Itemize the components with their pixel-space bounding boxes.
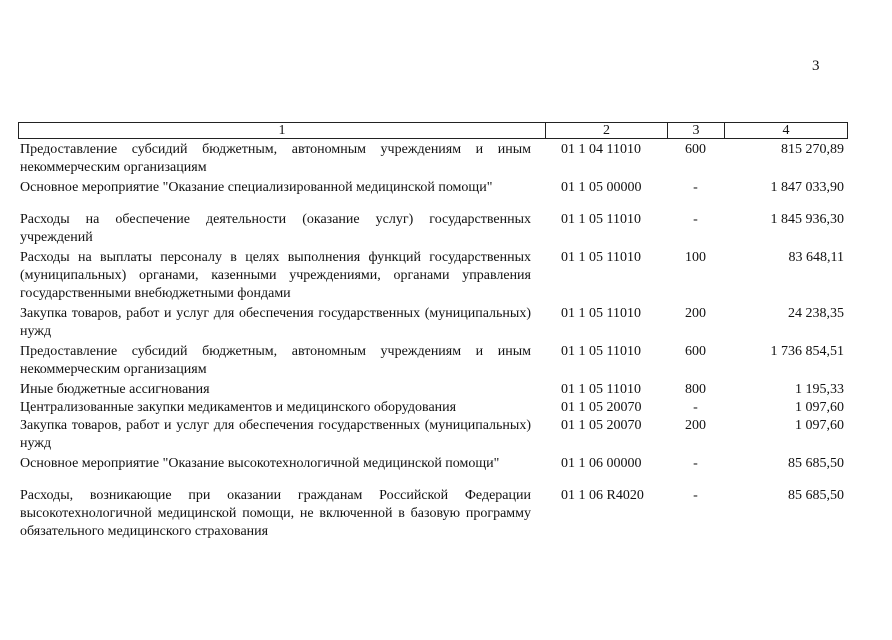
row-sum: 83 648,11 [788,250,844,265]
table-row [18,305,847,343]
row-name: Расходы, возникающие при оказании гражданам Российской Федерации высокотехнологичной медицинской помощи, не включенной в базовую программу обязательного медицинского страхования [20,488,531,539]
row-code: 01 1 05 11010 [561,306,641,321]
row-sum: 1 736 854,51 [770,344,844,359]
table-row [18,211,847,249]
row-sum: 1 195,33 [795,382,844,397]
row-name: Закупка товаров, работ и услуг для обеспечения государственных (муниципальных) нужд [20,306,531,339]
table-row [18,417,847,455]
row-name: Закупка товаров, работ и услуг для обеспечения государственных (муниципальных) нужд [20,418,531,451]
row-code: 01 1 05 00000 [561,180,642,195]
row-name: Расходы на обеспечение деятельности (оказание услуг) государственных учреждений [20,212,531,245]
row-type: 800 [685,382,706,397]
header-col-4: 4 [725,123,848,139]
table-row [18,343,847,381]
row-sum: 24 238,35 [788,306,844,321]
row-code: 01 1 06 00000 [561,456,642,471]
table-row [18,399,847,417]
row-sum: 1 845 936,30 [770,212,844,227]
row-type: 600 [685,344,706,359]
page-number: 3 [812,58,820,74]
row-type: - [693,456,698,471]
table-row [18,249,847,305]
table-row [18,455,847,487]
header-col-3: 3 [668,123,725,139]
header-col-1: 1 [19,123,546,139]
row-sum: 85 685,50 [788,488,844,503]
table-header [18,122,848,139]
row-name: Расходы на выплаты персоналу в целях выполнения функций государственных (муниципальных) органами, казенными учреждениями, органами управления государственными внебюджетными фондами [20,250,531,301]
row-code: 01 1 04 11010 [561,142,641,157]
budget-table [18,141,847,541]
row-name: Предоставление субсидий бюджетным, автономным учреждениям и иным некоммерческим организациям [20,142,531,175]
row-sum: 1 847 033,90 [770,180,844,195]
row-code: 01 1 06 R4020 [561,488,644,503]
row-name: Централизованные закупки медикаментов и медицинского оборудования [20,400,457,415]
row-code: 01 1 05 20070 [561,418,642,433]
row-type: 600 [685,142,706,157]
header-col-2: 2 [546,123,668,139]
row-type: 200 [685,306,706,321]
table-row [18,381,847,399]
row-type: - [693,180,698,195]
row-type: 100 [685,250,706,265]
row-sum: 1 097,60 [795,418,844,433]
row-code: 01 1 05 20070 [561,400,642,415]
row-code: 01 1 05 11010 [561,250,641,265]
table-row [18,179,847,211]
row-sum: 1 097,60 [795,400,844,415]
row-name: Предоставление субсидий бюджетным, автономным учреждениям и иным некоммерческим организациям [20,344,531,377]
table-row [18,141,847,179]
row-sum: 815 270,89 [781,142,844,157]
row-code: 01 1 05 11010 [561,212,641,227]
row-code: 01 1 05 11010 [561,344,641,359]
row-name: Основное мероприятие "Оказание специализированной медицинской помощи" [20,180,493,195]
row-code: 01 1 05 11010 [561,382,641,397]
table-row [18,487,847,541]
row-sum: 85 685,50 [788,456,844,471]
row-type: - [693,212,698,227]
row-name: Основное мероприятие "Оказание высокотехнологичной медицинской помощи" [20,456,500,471]
row-type: - [693,488,698,503]
row-type: 200 [685,418,706,433]
row-type: - [693,400,698,415]
row-name: Иные бюджетные ассигнования [20,382,210,397]
